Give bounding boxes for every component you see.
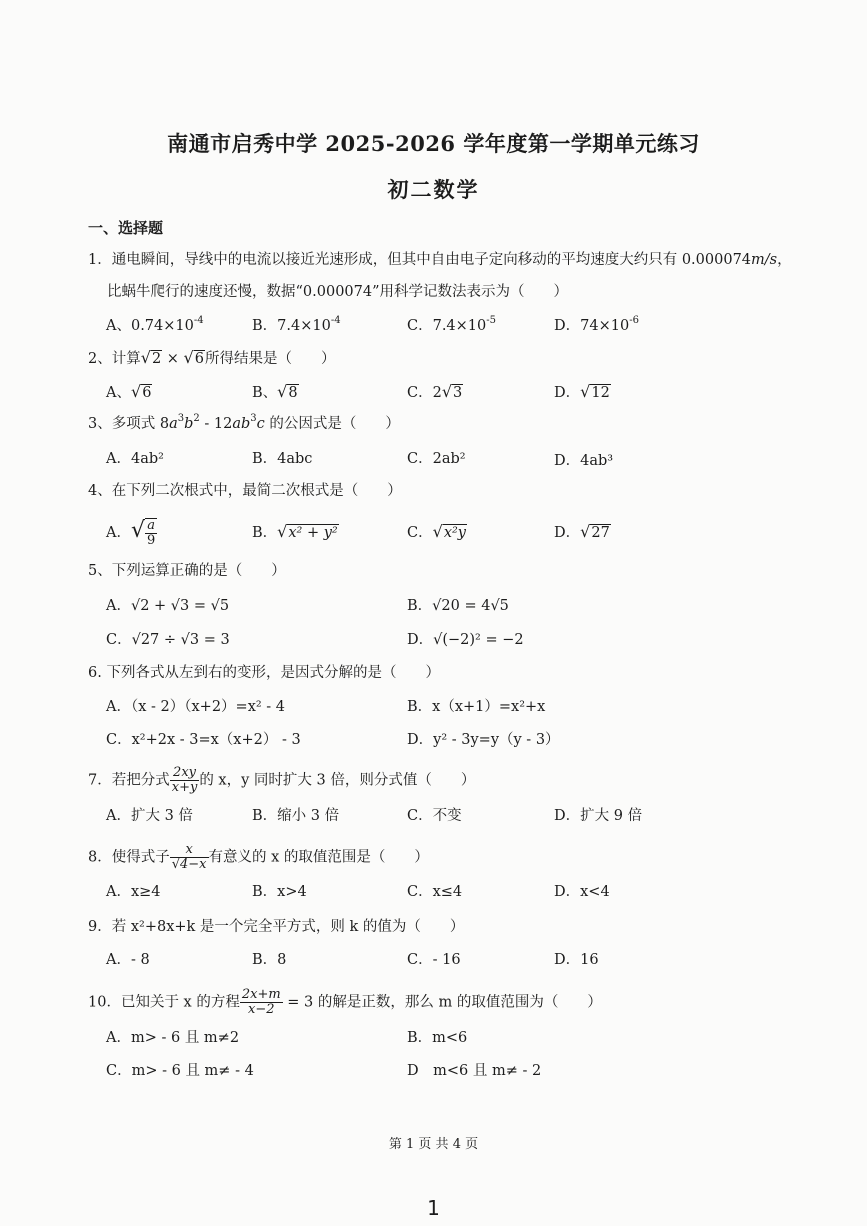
question-10-option-b: B．m<6 (407, 1030, 468, 1046)
question-7-option-d: D．扩大 9 倍 (554, 808, 643, 824)
question-1-line-1: 1．通电瞬间，导线中的电流以接近光速形成，但其中自由电子定向移动的平均速度大约只有 0.000074m/s， (88, 252, 792, 268)
question-9-option-b: B．8 (252, 952, 287, 968)
question-5-option-c: C．√27 ÷ √3 = 3 (106, 632, 230, 648)
question-8-option-d: D．x<4 (554, 884, 610, 900)
question-4-stem: 4、在下列二次根式中，最简二次根式是（ ） (88, 483, 402, 499)
question-5-option-d: D．√(−2)² = −2 (407, 632, 524, 648)
question-6-option-d: D．y² - 3y=y（y - 3） (407, 732, 560, 748)
question-9-option-d: D．16 (554, 952, 599, 968)
question-9-option-c: C．- 16 (407, 952, 461, 968)
exam-subtitle: 初二数学 (387, 177, 480, 202)
unit-text: m/s (751, 252, 778, 268)
question-1-option-c: C．$7.4\times 10^{-5}$ (407, 315, 497, 334)
question-1-line-2: 比蜗牛爬行的速度还慢，数据“0.000074”用科学记数法表示为（ ） (107, 284, 569, 300)
question-5-stem: 5、下列运算正确的是（ ） (88, 563, 286, 579)
question-4-option-a: A．√ $\frac{a}{9}$ (106, 518, 156, 548)
page-footer: 第 1 页 共 4 页 (388, 1137, 479, 1152)
question-3-option-d: D．4ab³ (554, 453, 614, 469)
question-3-option-b: B．4abc (252, 451, 313, 467)
question-9-option-a: A．- 8 (106, 952, 150, 968)
question-7-stem: 7．若把分式 $\frac{2xy}{x+y}$ 的 x，y 同时扩大 3 倍，则分式值（ ） (88, 765, 476, 795)
question-9-stem: 9．若 x²+8x+k 是一个完全平方式，则 k 的值为（ ） (88, 919, 465, 935)
question-7-option-b: B．缩小 3 倍 (252, 808, 340, 824)
question-2-option-d: D．√12 (554, 382, 610, 401)
question-6-stem: 6. 下列各式从左到右的变形，是因式分解的是（ ） (88, 665, 440, 681)
question-2-option-b: B、√8 (252, 382, 298, 401)
question-5-option-b: B．√20 = 4√5 (407, 598, 509, 614)
question-6-option-c: C．x²+2x - 3=x（x+2） - 3 (106, 732, 301, 748)
question-4-option-b: B．√x² + y² (252, 522, 338, 541)
question-6-option-b: B．x（x+1）=x²+x (407, 699, 546, 715)
question-6-option-a: A．（x - 2）（x+2）=x² - 4 (106, 699, 286, 715)
question-1-option-a: A、$0.74\times 10^{-4}$ (106, 315, 204, 334)
question-7-option-c: C．不变 (407, 808, 462, 824)
question-1-option-b: B．$7.4\times 10^{-4}$ (252, 315, 341, 334)
question-3-option-c: C．2ab² (407, 451, 466, 467)
question-1-option-d: D．$74\times 10^{-6}$ (554, 315, 639, 334)
page-number: 1 (427, 1196, 440, 1220)
question-7-option-a: A．扩大 3 倍 (106, 808, 193, 824)
question-2-option-a: A、√6 (106, 382, 152, 401)
question-3-stem: 3、多项式 $8a^3b^2 - 12ab^3c$ 的公因式是（ ） (88, 413, 400, 432)
question-10-stem: 10．已知关于 x 的方程 $\frac{2x+m}{x-2}$ = 3 的解是正数，那么 m 的取值范围为（ ） (88, 987, 602, 1017)
question-2-option-c: C．2√3 (407, 382, 463, 401)
question-8-option-b: B．x>4 (252, 884, 307, 900)
question-8-option-a: A．x≥4 (106, 884, 161, 900)
question-8-option-c: C．x≤4 (407, 884, 463, 900)
question-8-stem: 8．使得式子 $\frac{x}{√4-x}$ 有意义的 x 的取值范围是（ ） (88, 842, 429, 872)
question-10-option-d: D m<6 且 m≠ - 2 (407, 1063, 542, 1079)
exam-title: 南通市启秀中学 2025-2026 学年度第一学期单元练习 (167, 131, 700, 156)
section-heading: 一、选择题 (88, 219, 164, 237)
question-5-option-a: A．√2 + √3 = √5 (106, 598, 230, 614)
question-4-option-d: D．√27 (554, 522, 610, 541)
question-3-option-a: A．4ab² (106, 451, 164, 467)
question-4-option-c: C．√x²y (407, 522, 466, 541)
question-10-option-a: A．m> - 6 且 m≠2 (106, 1030, 240, 1046)
question-10-option-c: C．m> - 6 且 m≠ - 4 (106, 1063, 254, 1079)
question-2-stem: 2、计算√2 × √6所得结果是（ ） (88, 348, 336, 367)
